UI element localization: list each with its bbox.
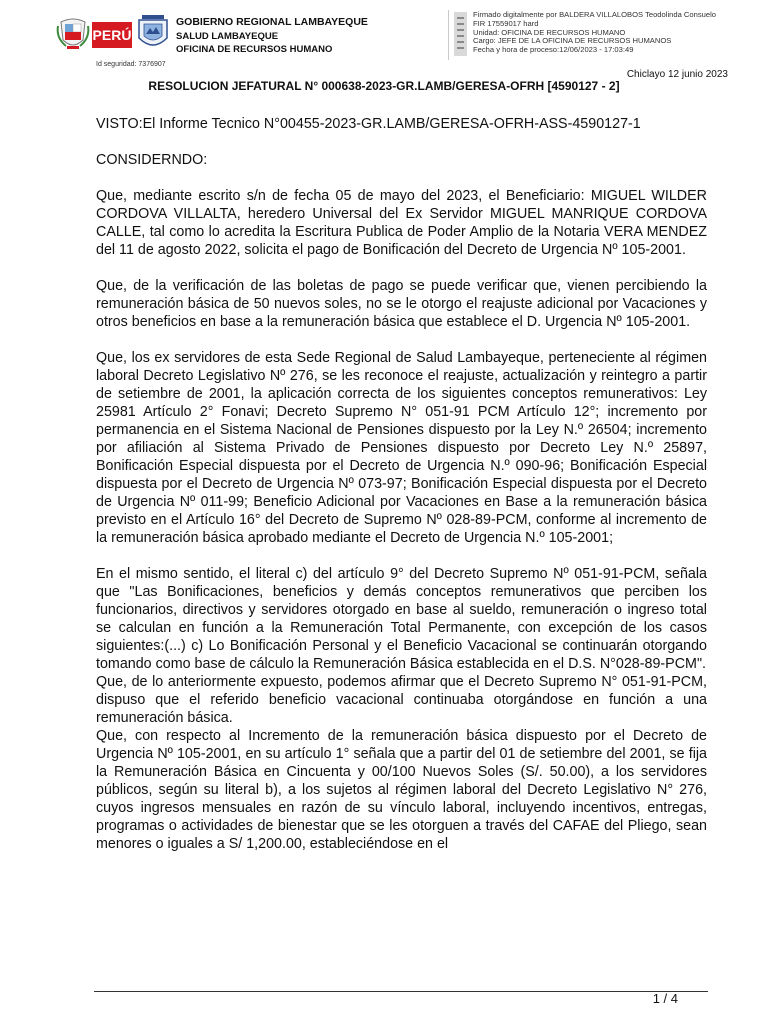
org-name-line1: GOBIERNO REGIONAL LAMBAYEQUE [176, 16, 368, 28]
organization-header [176, 16, 368, 57]
body-paragraph-6: Que, con respecto al Incremento de la remuneración básica dispuesto por el Decreto de Urgencia Nº 105-2001, en su artículo 1° señala que a partir del 01 de setiembre del 2001, se fija la Remuneración Básica en Cincuenta y 00/100 Nuevos Soles (S/. 50.00), a los servidores públicos, según su literal b), a los sujetos al régimen laboral del Decreto Legislativo N° 276, cuyos ingresos mensuales en razón de su vínculo laboral, incluyendo incentivos, entregas, programas o actividades de bienestar que se les otorguen a través del CAFAE del Pliego, sean menores o iguales a S/ 1,200.00, estableciéndose en el [96, 728, 707, 852]
regional-government-logo [136, 14, 170, 54]
footer-rule [94, 991, 708, 992]
body-paragraph-5: Que, de lo anteriormente expuesto, podemos afirmar que el Decreto Supremo N° 051-91-PCM, dispuso que el referido beneficio vacacional continuaba otorgándose en función a una remuneración básica. [96, 674, 707, 726]
resolution-title: RESOLUCION JEFATURAL N° 000638-2023-GR.LAMB/GERESA-OFRH [4590127 - 2] [148, 79, 620, 93]
signature-line5: Fecha y hora de proceso:12/06/2023 - 17:03:49 [473, 45, 634, 55]
peru-brand-label: PERÚ [92, 22, 132, 48]
signature-line4: Cargo: JEFE DE LA OFICINA DE RECURSOS HUMANOS [473, 36, 672, 46]
place-date: Chiclayo 12 junio 2023 [626, 69, 728, 80]
signature-line2: FIR 17559017 hard [473, 18, 539, 28]
digital-signature-block [473, 11, 716, 55]
considerando-heading: CONSIDERNDO: [96, 152, 208, 168]
body-paragraph-2: Que, de la verificación de las boletas de pago se puede verificar que, vienen percibiendo la remuneración básica de 50 nuevos soles, no se le otorgo el reajuste adicional por Vacaciones y otros beneficios en base a la remuneración básica que establece el D. Urgencia Nº 105-2001. [96, 278, 707, 330]
header-divider [448, 10, 449, 60]
signature-line3: Unidad: OFICINA DE RECURSOS HUMANO [473, 27, 626, 37]
body-paragraph-1: Que, mediante escrito s/n de fecha 05 de mayo del 2023, el Beneficiario: MIGUEL WILDER CORDOVA VILLALTA, heredero Universal del Ex Servidor MIGUEL MANRIQUE CORDOVA CALLE, tal como lo acredita la Escritura Publica de Poder Amplio de la Notaria VERA MENDEZ del 11 de agosto 2022, solicita el pago de Bonificación del Decreto de Urgencia Nº 105-2001. [96, 188, 707, 258]
security-id: Id seguridad: 7376907 [96, 61, 166, 68]
page-number: 1 / 4 [652, 991, 678, 1006]
peru-coat-of-arms-logo [56, 14, 90, 52]
signature-line1: Firmado digitalmente por BALDERA VILLALOBOS Teodolinda Consuelo [473, 10, 716, 19]
body-paragraph-4: En el mismo sentido, el literal c) del artículo 9° del Decreto Supremo Nº 051-91-PCM, señala que "Las Bonificaciones, beneficios y demás conceptos remunerativos que perciben los funcionarios, directivos y servidores otorgado en base al sueldo, remuneración o ingreso total se calculan en función a la Remuneración Total Permanente, con excepción de los casos siguientes:(...) c) Lo Bonificación Personal y el Beneficio Vacacional se continuarán otorgando tomando como base de cálculo la Remuneración Básica establecida en el D.S. N°028-89-PCM". [96, 566, 707, 672]
body-paragraph-3: Que, los ex servidores de esta Sede Regional de Salud Lambayeque, perteneciente al régimen laboral Decreto Legislativo Nº 276, se les reconoce el reajuste, actualización y reintegro a partir de setiembre de 2001, la aplicación correcta de los siguientes conceptos remunerativos: Ley 25981 Artículo 2° Fonavi; Decreto Supremo N° 051-91 PCM Artículo 12°; incremento por permanencia en el Sistema Nacional de Pensiones dispuesto por la Ley N.º 26504; incremento por afiliación al Sistema Privado de Pensiones dispuesto por Decreto Ley N.º 25897, Bonificación Especial dispuesta por el Decreto de Urgencia N.º 090-96; Bonificación Especial dispuesta por el Decreto de Urgencia Nº 073-97; Bonificación Especial dispuesta por el Decreto de Urgencia Nº 011-99; Beneficio Adicional por Vacaciones en Base a la remuneración básica previsto en el Artículo 16° del Decreto de Supremo Nº 028-89-PCM, conforme al incremento de la remuneración básica aprobado mediante el Decreto de Urgencia N.º 105-2001; [96, 350, 707, 546]
visto-paragraph: VISTO:El Informe Tecnico N°00455-2023-GR.LAMB/GERESA-OFRH-ASS-4590127-1 [96, 116, 641, 132]
document-body [96, 115, 707, 853]
org-name-line3: OFICINA DE RECURSOS HUMANO [176, 44, 333, 55]
org-name-line2: SALUD LAMBAYEQUE [176, 30, 279, 42]
digital-signature-stamp-icon [454, 12, 467, 56]
